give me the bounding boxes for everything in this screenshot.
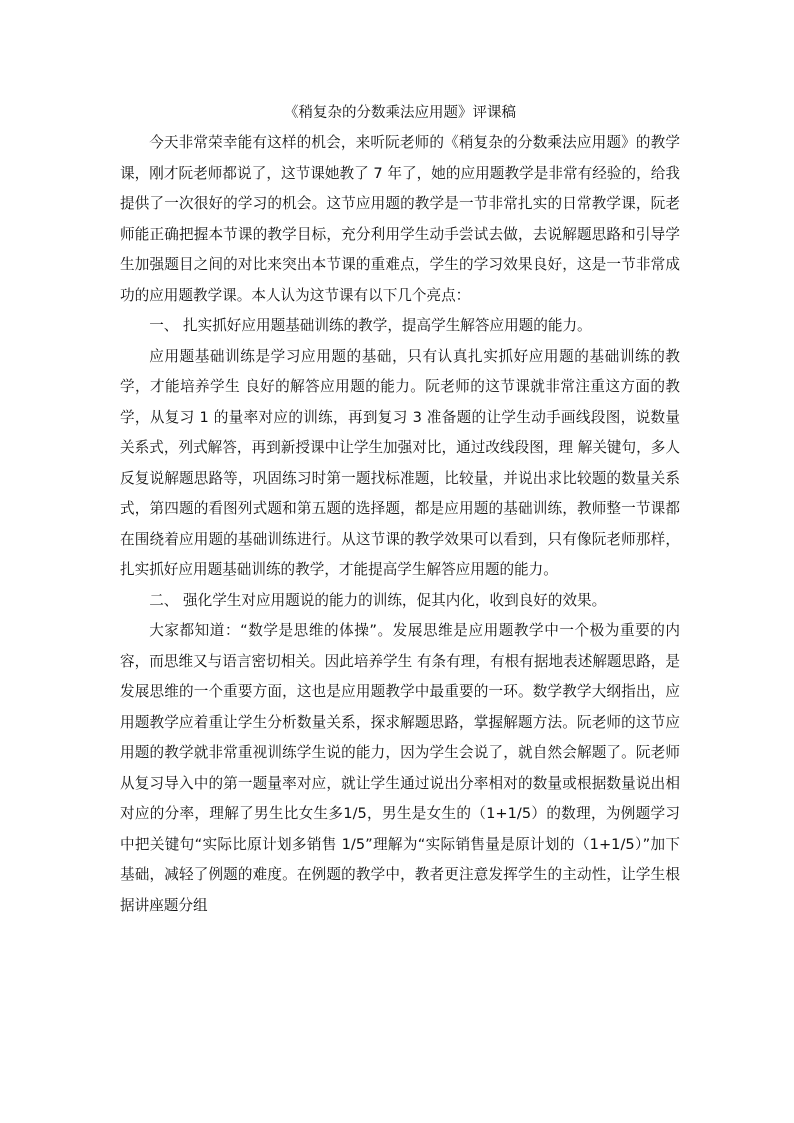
section-heading-1: 一、 扎实抓好应用题基础训练的教学，提高学生解答应用题的能力。 [149,317,592,334]
intro-paragraph: 今天非常荣幸能有这样的机会，来听阮老师的《稍复杂的分数乘法应用题》的教学课，刚才阮老师都说了，这节课她教了 7 年了，她的应用题教学是非常有经验的，给我提供了一次很好的学习的机会。这节应用题的教学是一节非常扎实的日常教学课，阮老师能正确把握本节课的教学目标，充分利用学生动手尝试去做，去说解题思路和引导学生加强题目之间的对比来突出本节课的重难点，学生的学习效果良好，这是一节非常成功的应用题教学课。本人认为这节课有以下几个亮点： [120,134,680,304]
document-title: 《稍复杂的分数乘法应用题》评课稿 [284,105,516,121]
section-heading-2: 二、 强化学生对应用题说的能力的训练，促其内化，收到良好的效果。 [149,591,607,609]
section-2-paragraph: 大家都知道：“数学是思维的体操”。发展思维是应用题教学中一个极为重要的内容，而思维又与语言密切相关。因此培养学生 有条有理，有根有据地表述解题思路，是发展思维的一个重要方面，这也是应用题教学中最重要的一环。数学教学大纲指出，应用题教学应着重让学生分析数量关系，探求解题思路，掌握解题方法。阮老师的这节应用题的教学就非常重视训练学生说的能力，因为学生会说了，就自然会解题了。阮老师从复习导入中的第一题量率对应，就让学生通过说出分率相对的数量或根据数量说出相对应的分率，理解了男生比女生多1/5，男生是女生的（1+1/5）的数理，为例题学习中把关键句“实际比原计划多销售 1/5”理解为“实际销售量是原计划的（1+1/5）”加下基础，减轻了例题的难度。在例题的教学中，教者更注意发挥学生的主动性，让学生根据讲座题分组 [120,622,680,914]
section-1-paragraph: 应用题基础训练是学习应用题的基础，只有认真扎实抓好应用题的基础训练的教学，才能培养学生 良好的解答应用题的能力。阮老师的这节课就非常注重这方面的教学，从复习 1 的量率对应的训练，再到复习 3 准备题的让学生动手画线段图，说数量关系式，列式解答，再到新授课中让学生加强对比，通过改线段图，理 解关键句，多人反复说解题思路等，巩固练习时第一题找标准题，比较量，并说出求比较题的数量关系式，第四题的看图列式题和第五题的选择题，都是应用题的基础训练，教师整一节课都在围绕着应用题的基础训练进行。从这节课的教学效果可以看到，只有像阮老师那样，扎实抓好应用题基础训练的教学，才能提高学生解答应用题的能力。 [120,347,680,578]
document-body [120,98,680,921]
